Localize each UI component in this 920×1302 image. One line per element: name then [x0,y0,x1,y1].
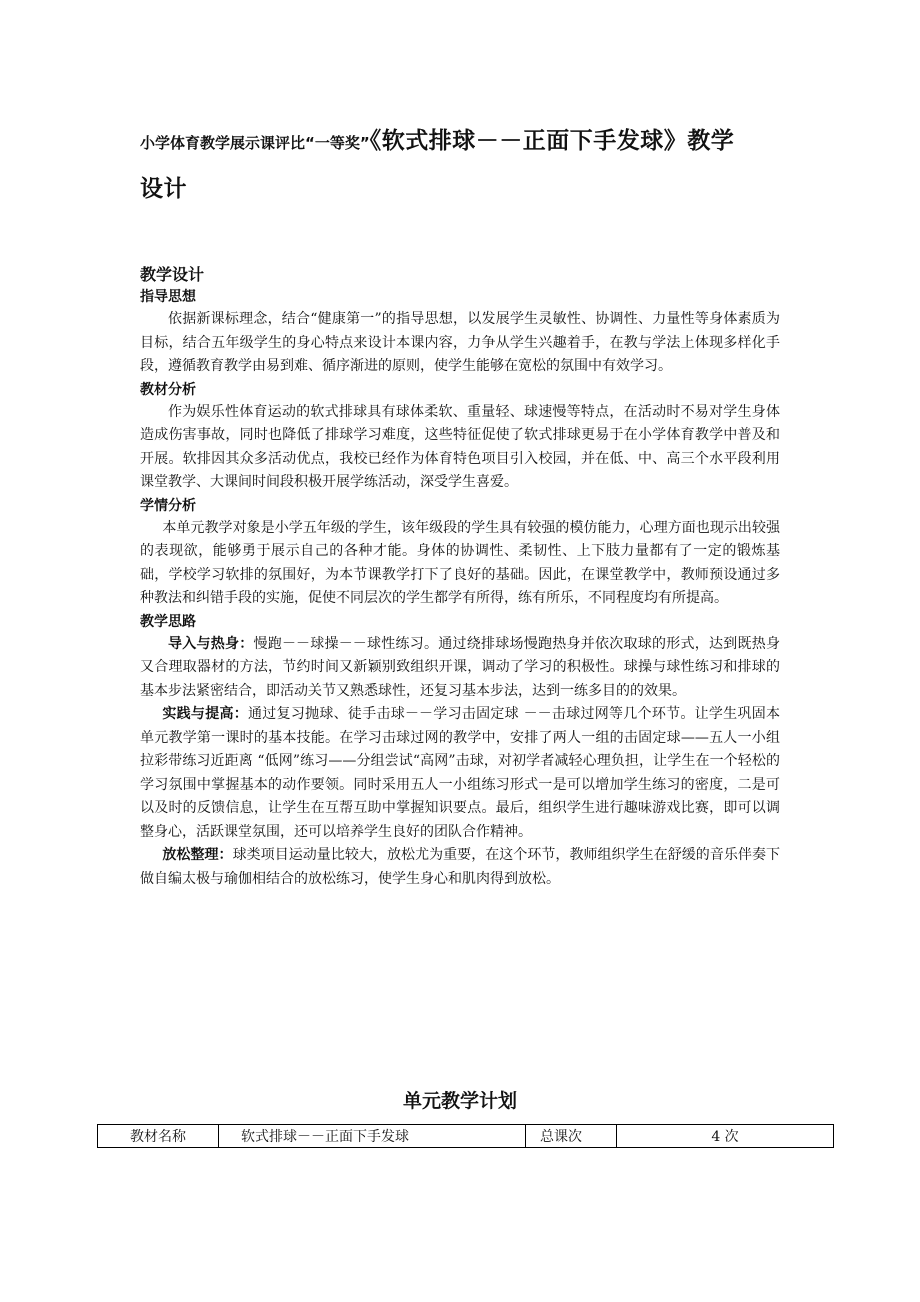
paragraph-material: 作为娱乐性体育运动的软式排球具有球体柔软、重量轻、球速慢等特点，在活动时不易对学生身体造成伤害事故，同时也降低了排球学习难度，这些特征促使了软式排球更易于在小学体育教学中普及和开展。软排因其众多活动优点，我校已经作为体育特色项目引入校园，并在低、中、高三个水平段利用课堂教学、大课间时间段积极开展学练活动，深受学生喜爱。 [140,403,780,490]
document-title [140,118,780,214]
heading-guiding: 指导思想 [140,289,196,305]
material-name-value: 软式排球－－正面下手发球 [219,1125,526,1148]
warmup-label: 导入与热身： [168,635,254,652]
relax-text: 球类项目运动量比较大，放松尤为重要，在这个环节，教师组织学生在舒缓的音乐伴奏下做自编太极与瑜伽相结合的放松练习，使学生身心和肌肉得到放松。 [140,847,780,887]
table-row [98,1125,834,1148]
practice-label: 实践与提高： [162,706,249,722]
section-heading-design: 教学设计 [140,265,205,284]
heading-material: 教材分析 [140,381,196,398]
paragraph-warmup [140,633,780,704]
paragraph-relax [140,844,780,891]
material-name-label: 教材名称 [98,1125,219,1148]
title-main: 《软式排球－－正面下手发球》教学 [369,128,735,154]
paragraph-practice [140,703,780,844]
practice-text: 通过复习抛球、徒手击球－－学习击固定球 －－击球过网等几个环节。让学生巩固本单元教学第一课时的基本技能。在学习击球过网的教学中，安排了两人一组的击固定球——五人一小组拉彩带练习近距离 “低网”练习——分组尝试“高网”击球，对初学者减轻心理负担，让学生在一个轻松的学习氛围中掌握基本的动作要领。同时采用五人一小组练习形式一是可以增加学生练习的密度，二是可以及时的反馈信息，让学生在互帮互助中掌握知识要点。最后，组织学生进行趣味游戏比赛，即可以调整身心，活跃课堂氛围，还可以培养学生良好的团队合作精神。 [140,706,781,840]
unit-plan-table [97,1124,834,1148]
total-sessions-label: 总课次 [526,1125,617,1148]
paragraph-guiding: 依据新课标理念，结合“健康第一”的指导思想，以发展学生灵敏性、协调性、力量性等身体素质为目标，结合五年级学生的身心特点来设计本课内容，力争从学生兴趣着手，在教与学法上体现多样化手段，遵循教育教学由易到难、循序渐进的原则，使学生能够在宽松的氛围中有效学习。 [140,311,780,374]
heading-student: 学情分析 [140,497,196,514]
unit-plan-title: 单元教学计划 [402,1090,517,1112]
paragraph-student: 本单元教学对象是小学五年级的学生，该年级段的学生具有较强的模仿能力，心理方面也现示出较强的表现欲，能够勇于展示自己的各种才能。身体的协调性、柔韧性、上下肢力量都有了一定的锻炼基础，学校学习软排的氛围好，为本节课教学打下了良好的基础。因此，在课堂教学中，教师预设通过多种教法和纠错手段的实施，促使不同层次的学生都学有所得，练有所乐，不同程度均有所提高。 [140,519,780,606]
title-line2: 设计 [140,176,187,202]
relax-label: 放松整理： [162,847,233,863]
total-sessions-value: 4 次 [617,1125,834,1148]
heading-idea: 教学思路 [140,613,196,630]
title-prefix: 小学体育教学展示课评比“一等奖” [140,134,370,152]
warmup-text: 慢跑－－球操－－球性练习。通过绕排球场慢跑热身并依次取球的形式，达到既热身又合理取器材的方法，节约时间又新颖别致组织开课，调动了学习的积极性。球操与球性练习和排球的基本步法紧密结合，即活动关节又熟悉球性，还复习基本步法，达到一练多目的的效果。 [140,635,780,699]
document-body [140,118,780,891]
